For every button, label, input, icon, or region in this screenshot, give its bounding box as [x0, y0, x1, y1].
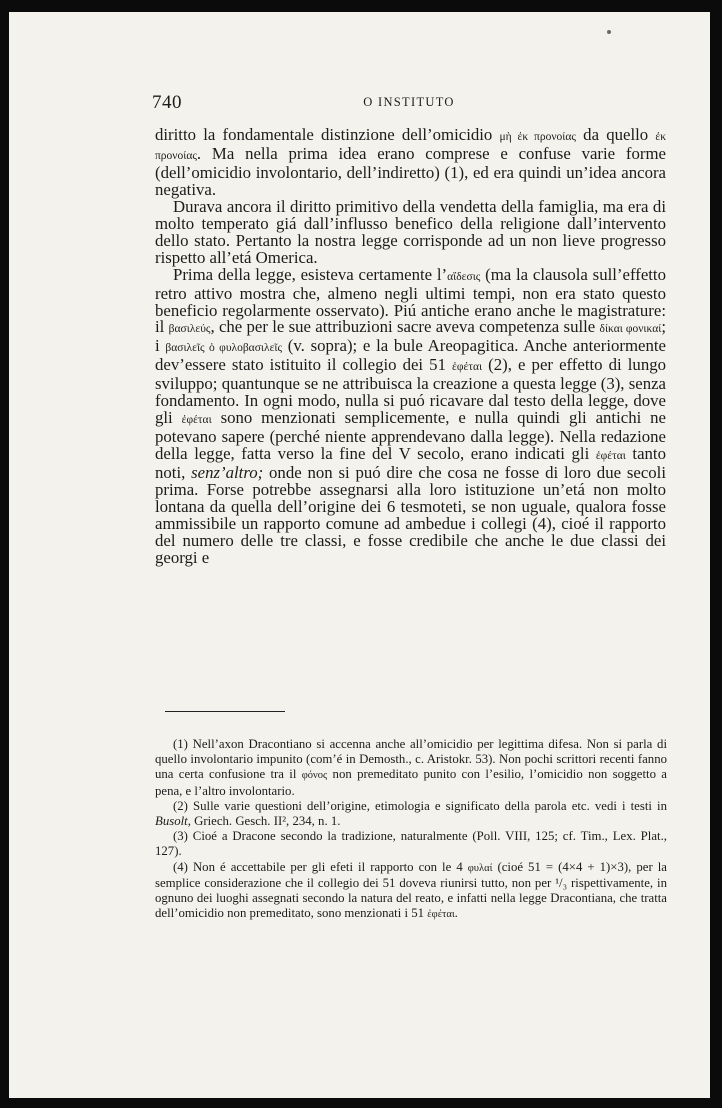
greek-term: ἐφέται: [427, 909, 455, 921]
italic-term: senz’altro;: [191, 463, 264, 483]
text-run: (2) Sulle varie questioni dell’origine, etimologia e significato della parola etc. vedi i testi in: [173, 798, 667, 813]
greek-term: μὴ ἐκ προνοίας: [499, 131, 576, 143]
text-run: (4) Non é accettabile per gli efeti il rapporto con le 4: [173, 859, 468, 874]
greek-term: βασιλεῖς ὁ φυλοβασιλεῖς: [165, 342, 283, 355]
text-run: .: [454, 906, 458, 921]
greek-term: ἐκ προνοίας: [155, 131, 666, 162]
paragraph: [155, 264, 666, 567]
paper-speck: [607, 30, 611, 34]
footnote-3: (3) Cioé a Dracone secondo la tradizione, naturalmente (Poll. VIII, 125; cf. Tim., Lex. Plat., 127).: [155, 829, 667, 859]
greek-term: φόνος: [301, 770, 328, 782]
text-run: Griech. Gesch. II², 234, n. 1.: [190, 814, 341, 829]
footnotes: [155, 737, 667, 922]
text-run: ; i: [155, 317, 666, 356]
text-run: sono menzionati semplicemente, e nulla quindi gli antichi ne potevano sapere (perché niente apprendevano dalla legge). Nella redazione della legge, fatta verso la fine del V secolo, erano indicati gli: [155, 408, 666, 464]
page-number: 740: [152, 92, 182, 113]
greek-term: φυλαί: [467, 862, 493, 874]
text-run: onde non si puó dire che cosa ne fosse di loro due secoli prima. Forse potrebbe assegnarsi alla loro istituzione un’etá non molto lontana da quella dell’origine dei 6 tesmoteti, se non uguale, qualora fosse ammissibile un rapporto comune ad ambedue i collegi (4), cioé il rapporto del numero delle tre classi, e fosse credibile che anche le due classi dei georgi e: [155, 463, 666, 567]
text-run: (ma la clausola sull’effetto retro attivo mostra che, almeno negli ultimi tempi, non era stato questo beneficio regolarmente osservato). Piú antiche erano anche le magistrature: il: [155, 264, 666, 337]
text-run: Prima della legge, esisteva certamente l’: [173, 264, 448, 284]
paragraph: [155, 127, 666, 199]
footnote-4: [155, 860, 667, 923]
text-run: (2), e per effetto di lungo sviluppo; quantunque se ne attribuisca la creazione a questa legge (3), senza fondamento. In ogni modo, nulla si puó ricavare dal testo della legge, dove gli: [155, 355, 666, 428]
greek-term: ἐφέται: [452, 361, 483, 374]
main-text: [155, 127, 666, 567]
greek-term: βασιλεύς: [168, 323, 211, 336]
page-header: [152, 92, 666, 114]
greek-term: ἐφέται: [595, 450, 626, 463]
greek-term: δίκαι φονικαί: [599, 323, 662, 336]
footnote-1: [155, 737, 667, 799]
text-run: . Ma nella prima idea erano comprese e confuse varie forme (dell’omicidio involontario, dell’indiretto) (1), ed era quindi un’idea ancora negativa.: [155, 143, 666, 199]
text-run: tanto noti,: [155, 444, 666, 483]
text-run: , che per le sue attribuzioni sacre aveva competenza sulle: [210, 317, 600, 337]
greek-term: ἐφέται: [181, 414, 212, 427]
text-run: (cioé 51 = (4×4 + 1)×3), per la semplice considerazione che il collegio dei 51 doveva riunirsi tutto, non per ¹/₃ rispettivamente, in ognuno dei luoghi assegnati secondo la natura del reato, e infatti nella legge Dracontiana, che tratta dell’omicidio non premeditato, sono menzionati i 51: [155, 859, 667, 921]
text-run: diritto la fondamentale distinzione dell’omicidio: [155, 125, 500, 144]
footnote-separator: [165, 711, 285, 712]
text-run: da quello: [575, 125, 656, 144]
text-run: (1) Nell’axon Dracontiano si accenna anche all’omicidio per legittima difesa. Non si parla di quello involontario impunito (com’é in Demosth., c. Aristokr. 53). Non pochi scrittori recenti fanno una certa confusione tra il: [155, 737, 667, 782]
paragraph: Durava ancora il diritto primitivo della vendetta della famiglia, ma era di molto temperato giá dall’influsso benefico della religione dall’intervento dello stato. Pertanto la nostra legge corrisponde ad un non lieve progresso rispetto all’etá Omerica.: [155, 196, 666, 267]
italic-term: Busolt,: [155, 814, 191, 829]
text-run: non premeditato punito con l’esilio, l’omicidio non soggetto a pena, e l’altro involontario.: [155, 767, 667, 798]
text-run: (v. sopra); e la bule Areopagitica. Anche anteriormente dev’essere stato istituito il collegio dei 51: [155, 336, 666, 375]
footnote-2: [155, 799, 667, 829]
greek-term: αἴδεσις: [447, 270, 481, 283]
running-title: O INSTITUTO: [363, 95, 455, 109]
